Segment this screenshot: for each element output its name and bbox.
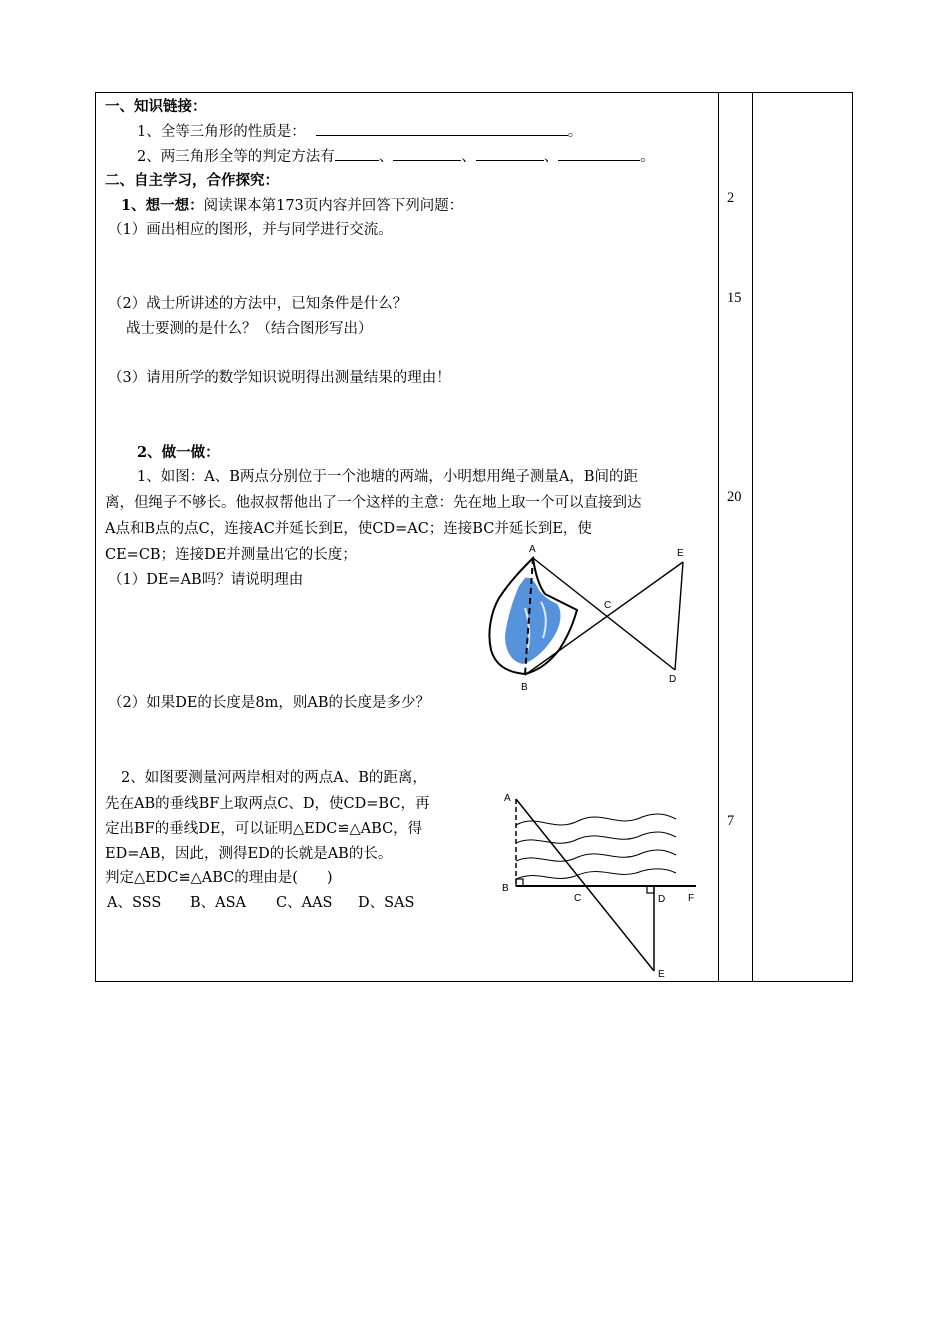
exercise2-line: 先在AB的垂线BF上取两点C、D，使CD=BC，再 xyxy=(105,796,430,812)
label-b: B xyxy=(502,883,509,894)
answer-blank[interactable] xyxy=(316,121,568,136)
answer-blank[interactable] xyxy=(335,146,379,161)
section1-heading: 一、知识链接： xyxy=(105,98,207,115)
question-2: 2、两三角形全等的判定方法有 、 、 、 。 xyxy=(137,146,655,167)
option-b[interactable]: B、ASA xyxy=(190,895,247,911)
river-wave xyxy=(516,850,676,861)
think-title: 1、想一想： xyxy=(121,197,204,214)
label-b: B xyxy=(521,682,528,693)
answer-blank[interactable] xyxy=(476,146,544,161)
option-a[interactable]: A、SSS xyxy=(107,895,162,911)
label-a: A xyxy=(504,793,511,804)
exercise1-q1: （1）DE=AB吗？请说明理由 xyxy=(108,572,304,588)
section2-heading: 二、自主学习，合作探究： xyxy=(105,172,279,189)
exercise2-line: 定出BF的垂线DE，可以证明△EDC≌△ABC，得 xyxy=(105,821,423,837)
column-divider-time xyxy=(718,93,719,981)
label-d: D xyxy=(669,674,677,685)
exercise1-line: 1、如图：A、B两点分别位于一个池塘的两端，小明想用绳子测量A，B间的距 xyxy=(137,469,638,485)
answer-blank[interactable] xyxy=(393,146,461,161)
exercise1-line: 离，但绳子不够长。他叔叔帮他出了一个这样的主意：先在地上取一个可以直接到达 xyxy=(105,495,642,511)
think-q2b: 战士要测的是什么？（结合图形写出） xyxy=(126,321,373,337)
question-1-text: 1、全等三角形的性质是： xyxy=(137,124,306,140)
exercise2-line: 判定△EDC≌△ABC的理由是( ) xyxy=(105,870,333,886)
question-2-text: 2、两三角形全等的判定方法有 xyxy=(137,149,335,165)
right-angle-b xyxy=(516,879,523,886)
river-wave xyxy=(516,814,676,825)
river-wave xyxy=(516,832,676,843)
label-f: F xyxy=(688,893,695,904)
segment-ed xyxy=(675,562,683,670)
column-divider-notes xyxy=(752,93,753,981)
option-c[interactable]: C、AAS xyxy=(276,895,333,911)
time-value: 7 xyxy=(727,813,735,829)
exercise1-line: CE=CB；连接DE并测量出它的长度； xyxy=(105,547,357,563)
exercise2-line: ED=AB，因此，测得ED的长就是AB的长。 xyxy=(105,846,393,862)
exercise1-line: A点和B点的点C，连接AC并延长到E，使CD=AC；连接BC并延长到E，使 xyxy=(105,521,592,537)
exercise2-line: 2、如图要测量河两岸相对的两点A、B的距离， xyxy=(121,770,427,786)
pond-figure xyxy=(485,540,700,695)
label-a: A xyxy=(529,544,536,555)
think-q3: （3）请用所学的数学知识说明得出测量结果的理由！ xyxy=(108,370,451,386)
label-d: D xyxy=(658,894,666,905)
river-figure xyxy=(498,785,703,980)
river-wave xyxy=(516,869,676,879)
do-title: 2、做一做： xyxy=(137,444,220,461)
time-value: 15 xyxy=(727,290,742,306)
label-e: E xyxy=(658,969,665,980)
time-value: 2 xyxy=(727,190,735,206)
time-value: 20 xyxy=(727,489,742,505)
think-line: 1、想一想：阅读课本第173页内容并回答下列问题： xyxy=(121,197,464,214)
label-c: C xyxy=(604,600,612,611)
think-q1: （1）画出相应的图形，并与同学进行交流。 xyxy=(108,222,393,238)
right-angle-d xyxy=(647,886,654,893)
question-1: 1、全等三角形的性质是： 。 xyxy=(137,121,582,142)
answer-blank[interactable] xyxy=(558,146,640,161)
label-e: E xyxy=(677,548,684,559)
label-c: C xyxy=(574,893,582,904)
think-q2: （2）战士所讲述的方法中，已知条件是什么？ xyxy=(108,296,408,312)
option-d[interactable]: D、SAS xyxy=(358,895,415,911)
exercise1-q2: （2）如果DE的长度是8m，则AB的长度是多少？ xyxy=(108,695,431,711)
